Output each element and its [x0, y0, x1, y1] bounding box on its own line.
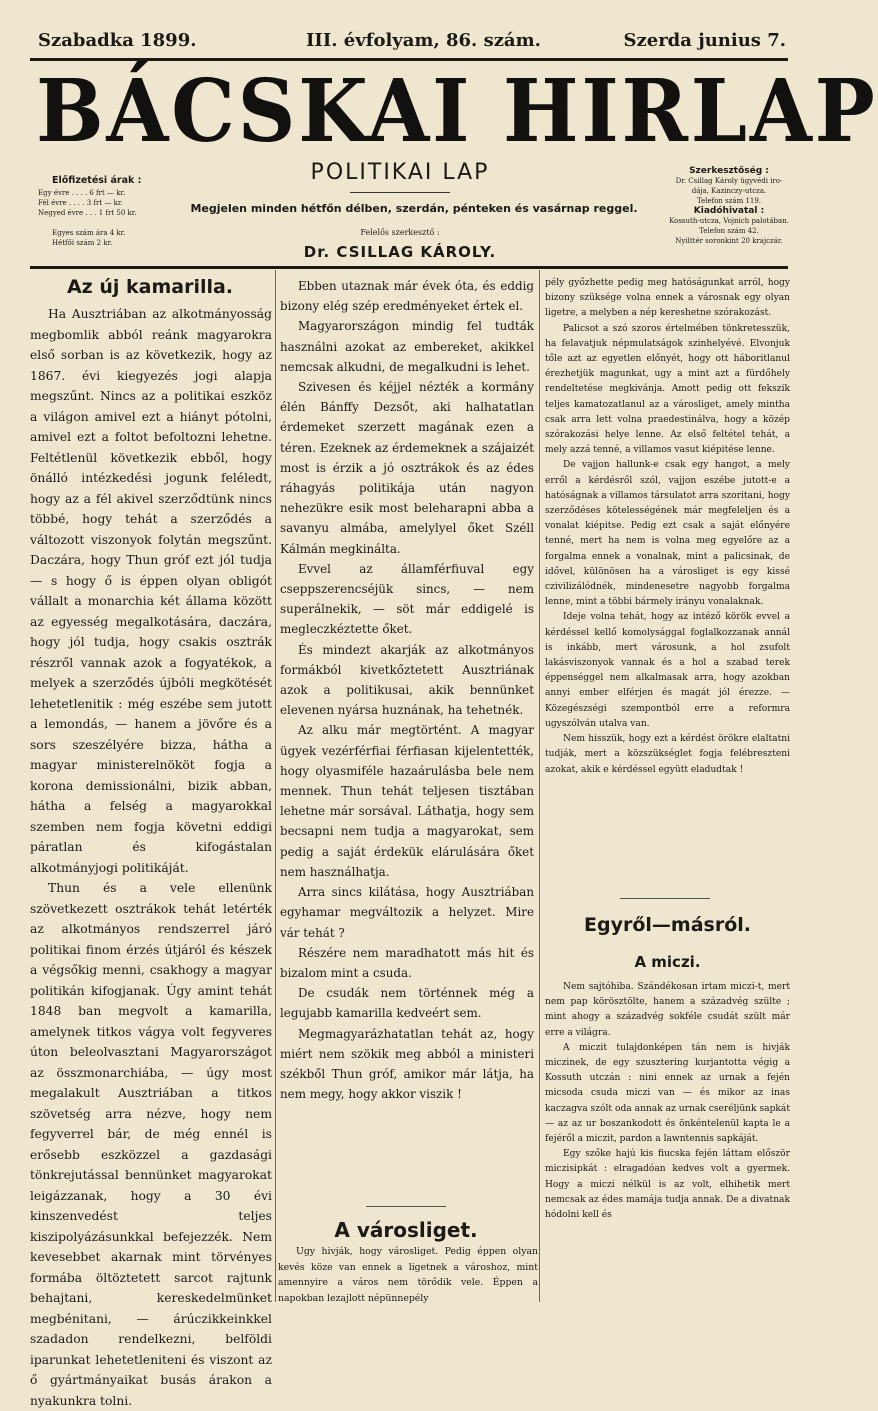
- editorial-line: dája, Kazinczy-utcza.: [691, 187, 767, 195]
- subscription-row: Egy évre . . . . 6 frt — kr.: [38, 189, 126, 197]
- column-subtitle-miczi: A miczi.: [634, 953, 701, 971]
- editorial-line: Telefon szám 119.: [696, 197, 762, 205]
- article-body-kamarilla: [30, 304, 272, 1408]
- paragraph: Szivesen és kéjjel nézték a kormány élén Bánffy Dezsőt, aki halhatatlan érdemeket szerzett magának ezen a téren. Ezeknek az érdemeknek a szájaizét most is érzik a jó osztrákok és az édes ráhagyás politikája után nagyon nehezükre esik most beleharapni abba a savanyu almába, amelylyel őket Széll Kálmán megkinálta.: [280, 380, 534, 556]
- column-title-egyrol-masrol: Egyről—másról.: [584, 914, 751, 936]
- article-body-varosliget-cont: [545, 276, 790, 890]
- paragraph: pély győzhette pedig meg hatóságunkat arról, hogy bizony szüksége volna ennek a városnak egy olyan ligetre, a melyben a nép kereshetne szórakozást.: [545, 278, 790, 319]
- subscription-box: [38, 176, 163, 248]
- column-rule: [539, 270, 540, 1302]
- paragraph: Ha Ausztriában az alkotmányosság megbomlik abból reánk magyarokra első sorban is az következik, hogy az 1867. évi kiegyezés jogi alapja megszűnt. Nincs az a politikai eszköz a világon amivel ezt a hiányt pótolni, amivel ezt a foltot befoltozni lehetne. Feltétlenül következik ebből, hogy önálló intézkedési jogunk feléledt, hogy az a fél akivel szerződtünk nincs többé, hogy tehát a szerződés a változott viszonyok folytán megszűnt. Daczára, hogy Thun gróf ezt jól tudja — s hogy ő is éppen olyan obligót vállalt a monarchia két állama között az egyesség megalkotására, daczára, hogy jól tudja, hogy csakis osztrák részről vannak azok a fogyatékok, a melyek a szerződés újbóli megkötését lehetetlenitik : még eszébe sem jutott a lemondás, — hanem a jövőre és a sors szeszélyére bizza, hátha a magyar ministerelnököt fogja a korona demissionálni, bizik abban, hátha a felség a magyarokkal szemben nem fogja követni eddigi páratlan és kifogástalan alkotmányjogi politikáját.: [30, 307, 272, 875]
- paragraph: Részére nem maradhatott más hit és bizalom mint a csuda.: [280, 945, 534, 980]
- masthead-title: BÁCSKAI HIRLAP: [36, 61, 878, 162]
- place-date: Szabadka 1899.: [38, 30, 197, 51]
- paragraph: De vajjon hallunk-e csak egy hangot, a mely erről a kérdésről szól, vajjon eszébe jutott-e a hatóságnak a villamos társulatot arra szoritani, hogy szerződéses kötelességének már megfeleljen és a vonalat kiépitse. Pedig ezt csak a saját előnyére tenné, mert ha nem is volna meg egyelőre az a forgalma ennek a vonalnak, mint a palicsinak, de idővel, különösen ha a városliget is egy kissé czivilizálódnék, mindenesetre nagyobb forgalma lenne, mint a többi bármely irányu vonalaknak.: [545, 460, 790, 608]
- header-rule: [30, 266, 788, 269]
- publisher-heading: Kiadóhivatal :: [693, 206, 765, 216]
- column-body-miczi: [545, 980, 790, 1304]
- paragraph: És mindezt akarják az alkotmányos formákból kivetkőztetett Ausztriának azok a politikusai, akik bennünket elevenen nyársa huznának, ha tehetnék.: [280, 642, 534, 718]
- paragraph: Megmagyarázhatatlan tehát az, hogy miért nem szökik meg abból a ministeri székből Thun gróf, amikor már látja, ha nem megy, hogy akkor viszik !: [280, 1026, 534, 1102]
- article-body-kamarilla-cont: [280, 276, 534, 1214]
- publisher-line: Nyilttér soronkint 20 krajczár.: [675, 237, 783, 245]
- masthead-subtitle: POLITIKAI LAP: [310, 160, 490, 185]
- paragraph: De csudák nem történnek még a legujabb kamarilla kedveért sem.: [280, 986, 534, 1021]
- paragraph: Egy szőke hajú kis fiucska fején láttam először miczisipkát : elragadóan kedves volt a gyermek. Hogy a miczi nélkül is az volt, elhihetik mert nemcsak az édes mamája tudja annak. De a divatnak hódolni kell és: [545, 1149, 790, 1221]
- paragraph: A miczit tulajdonképen tán nem is hivják miczinek, de egy szusztering kurjantotta végig a Kossuth utczán : nini ennek az urnak a fején micsoda csuda miczi van — és mikor az inas kaczagva szólt oda annak az urnak cseréljünk sapkát — az az ur boszankodott és önkéntelenül kapta le a fejéről a miczit, pardon a lawntennis sapkáját.: [545, 1042, 790, 1145]
- single-copy-price: Egyes szám ára 4 kr.: [52, 229, 126, 237]
- editorial-line: Dr. Csillag Károly ügyvédi iro-: [675, 177, 783, 185]
- monday-copy-price: Hétfői szám 2 kr.: [52, 239, 113, 247]
- publisher-line: Telefon szám 42.: [699, 227, 759, 235]
- paragraph: Nem sajtóhiba. Szándékosan irtam miczi-t, mert nem pap körösztölte, hanem a századvég szülte ; mint ahogy a századvég sokféle csudát szült már erre a világra.: [545, 982, 790, 1038]
- paragraph: Az alku már megtörtént. A magyar ügyek vezérférfiai férfiasan kijelentették, hogy olyasmiféle hazaárulásba bele nem mennek. Thun tehát teljesen tisztában lehetne már sorsával. Láthatja, hogy sem becsapni nem tudja a magyarokat, sem pedig a saját érdekük elárulására őket nem használhatja.: [280, 723, 534, 879]
- subscription-heading: Előfizetési árak :: [52, 175, 142, 186]
- paragraph: Evvel az államférfiuval egy cseppszerencséjük sincs, — nem superálnekik, — söt már eddigelé is megleczkéztette őket.: [280, 561, 534, 637]
- article-divider: [366, 1206, 446, 1207]
- paragraph: Thun és a vele ellenünk szövetkezett osztrákok tehát letérték az alkotmányos rendszerrel járó politikai finom érzés útjáról és készek a végsőkig menni, csakhogy a magyar politikán kifogjanak. Úgy amint tehát 1848 ban megvolt a kamarilla, amelynek titkos vágya volt fegyveres úton beleolvasztani Magyarországot az összmonarchiába, — úgy most megalakult Ausztriában a titkos szövetség arra nézve, hogy nem fegyverrel bár, de még ennél is erősebb eszközzel a gazdasági tönkrejutással bennünket magyarokat leigázzanak, hogy a 30 évi kinszenvedést teljes kiszipolyázásunkkal befejezzék. Nem kevesebbet akarnak mint törvényes formába öltöztetett sarcot rajtunk behajtani, kereskedelmünket megbénitani, — árúczikkeinkkel szadadon rendelkezni, belföldi iparunkat lehetetleniteni és viszont az ő gyártmányaikat busás árakon a nyakunkra tolni.: [30, 881, 272, 1408]
- publication-schedule: Megjelen minden hétfőn délben, szerdán, pénteken és vasárnap reggel.: [190, 202, 638, 215]
- article-divider: [620, 898, 710, 899]
- office-box: [664, 166, 794, 246]
- paragraph: Ugy hivják, hogy városliget. Pedig éppen olyan kevés köze van ennek a ligetnek a városhoz, mint amennyire a város nem törődik vele. Éppen a napokban lezajlott népünnepély: [278, 1246, 538, 1304]
- article-title-kamarilla: Az új kamarilla.: [66, 276, 234, 298]
- editor-label: Felelős szerkesztő :: [360, 228, 440, 237]
- publisher-line: Kossuth-utcza, Vojnich palotában.: [669, 217, 789, 225]
- article-body-varosliget: [278, 1244, 538, 1308]
- subtitle-rule: [350, 192, 450, 193]
- editorial-heading: Szerkesztőség :: [689, 166, 769, 176]
- paragraph: Ideje volna tehát, hogy az intéző körök evvel a kérdéssel kellő komolysággal foglalkozzanak annál is inkább, mert városunk, a hol zsufolt lakásviszonyok vannak és a hol a szabad terek éppenséggel nem alkalmasak arra, hogy azokban annyi ember elférjen és magát jól érezze. — Közegészségi szempontból erre a reformra ugyszólván utalva van.: [545, 612, 790, 729]
- article-title-varosliget: A városliget.: [334, 1218, 478, 1242]
- volume-number: III. évfolyam, 86. szám.: [306, 30, 541, 51]
- paragraph: Palicsot a szó szoros értelmében tönkretesszük, ha felavatjuk népmulatságok szinhelyévé. Elvonjuk tőle azt az egyetlen előnyét, hogy ott háboritlanul érezhetjük magunkat, ugy a mint azt a fürdőhely rendeltetése megkivánja. Amott pedig ott fekszik teljes kamatozatlanul az a városliget, amely mintha csak arra lett volna praedestinálva, hogy a közép szórakozási helye lenne. Az első feltétel tehát, a mely azzá tenné, a villamos vasut kiépitése lenne.: [545, 323, 790, 456]
- issue-line: [38, 30, 786, 56]
- subscription-row: Fél évre . . . . 3 frt — kr.: [38, 199, 123, 207]
- editor-name: Dr. CSILLAG KÁROLY.: [303, 243, 497, 261]
- paragraph: Ebben utaznak már évek óta, és eddig bizony elég szép eredményeket értek el.: [280, 279, 534, 314]
- paragraph: Arra sincs kilátása, hogy Ausztriában egyhamar megváltozik a helyzet. Mire vár tehát ?: [280, 885, 534, 940]
- subscription-row: Negyed évre . . . 1 frt 50 kr.: [38, 209, 137, 217]
- paragraph: Nem hisszük, hogy ezt a kérdést örökre elaltatni tudják, mert a közszükséglet fogja felébreszteni azokat, akik e kérdéssel együtt eladudtak !: [545, 734, 790, 775]
- weekday-date: Szerda junius 7.: [623, 30, 786, 51]
- column-rule: [275, 270, 276, 1302]
- paragraph: Magyarországon mindig fel tudták használni azokat az embereket, akikkel nemcsak alkudni, de megalkudni is lehet.: [280, 319, 534, 374]
